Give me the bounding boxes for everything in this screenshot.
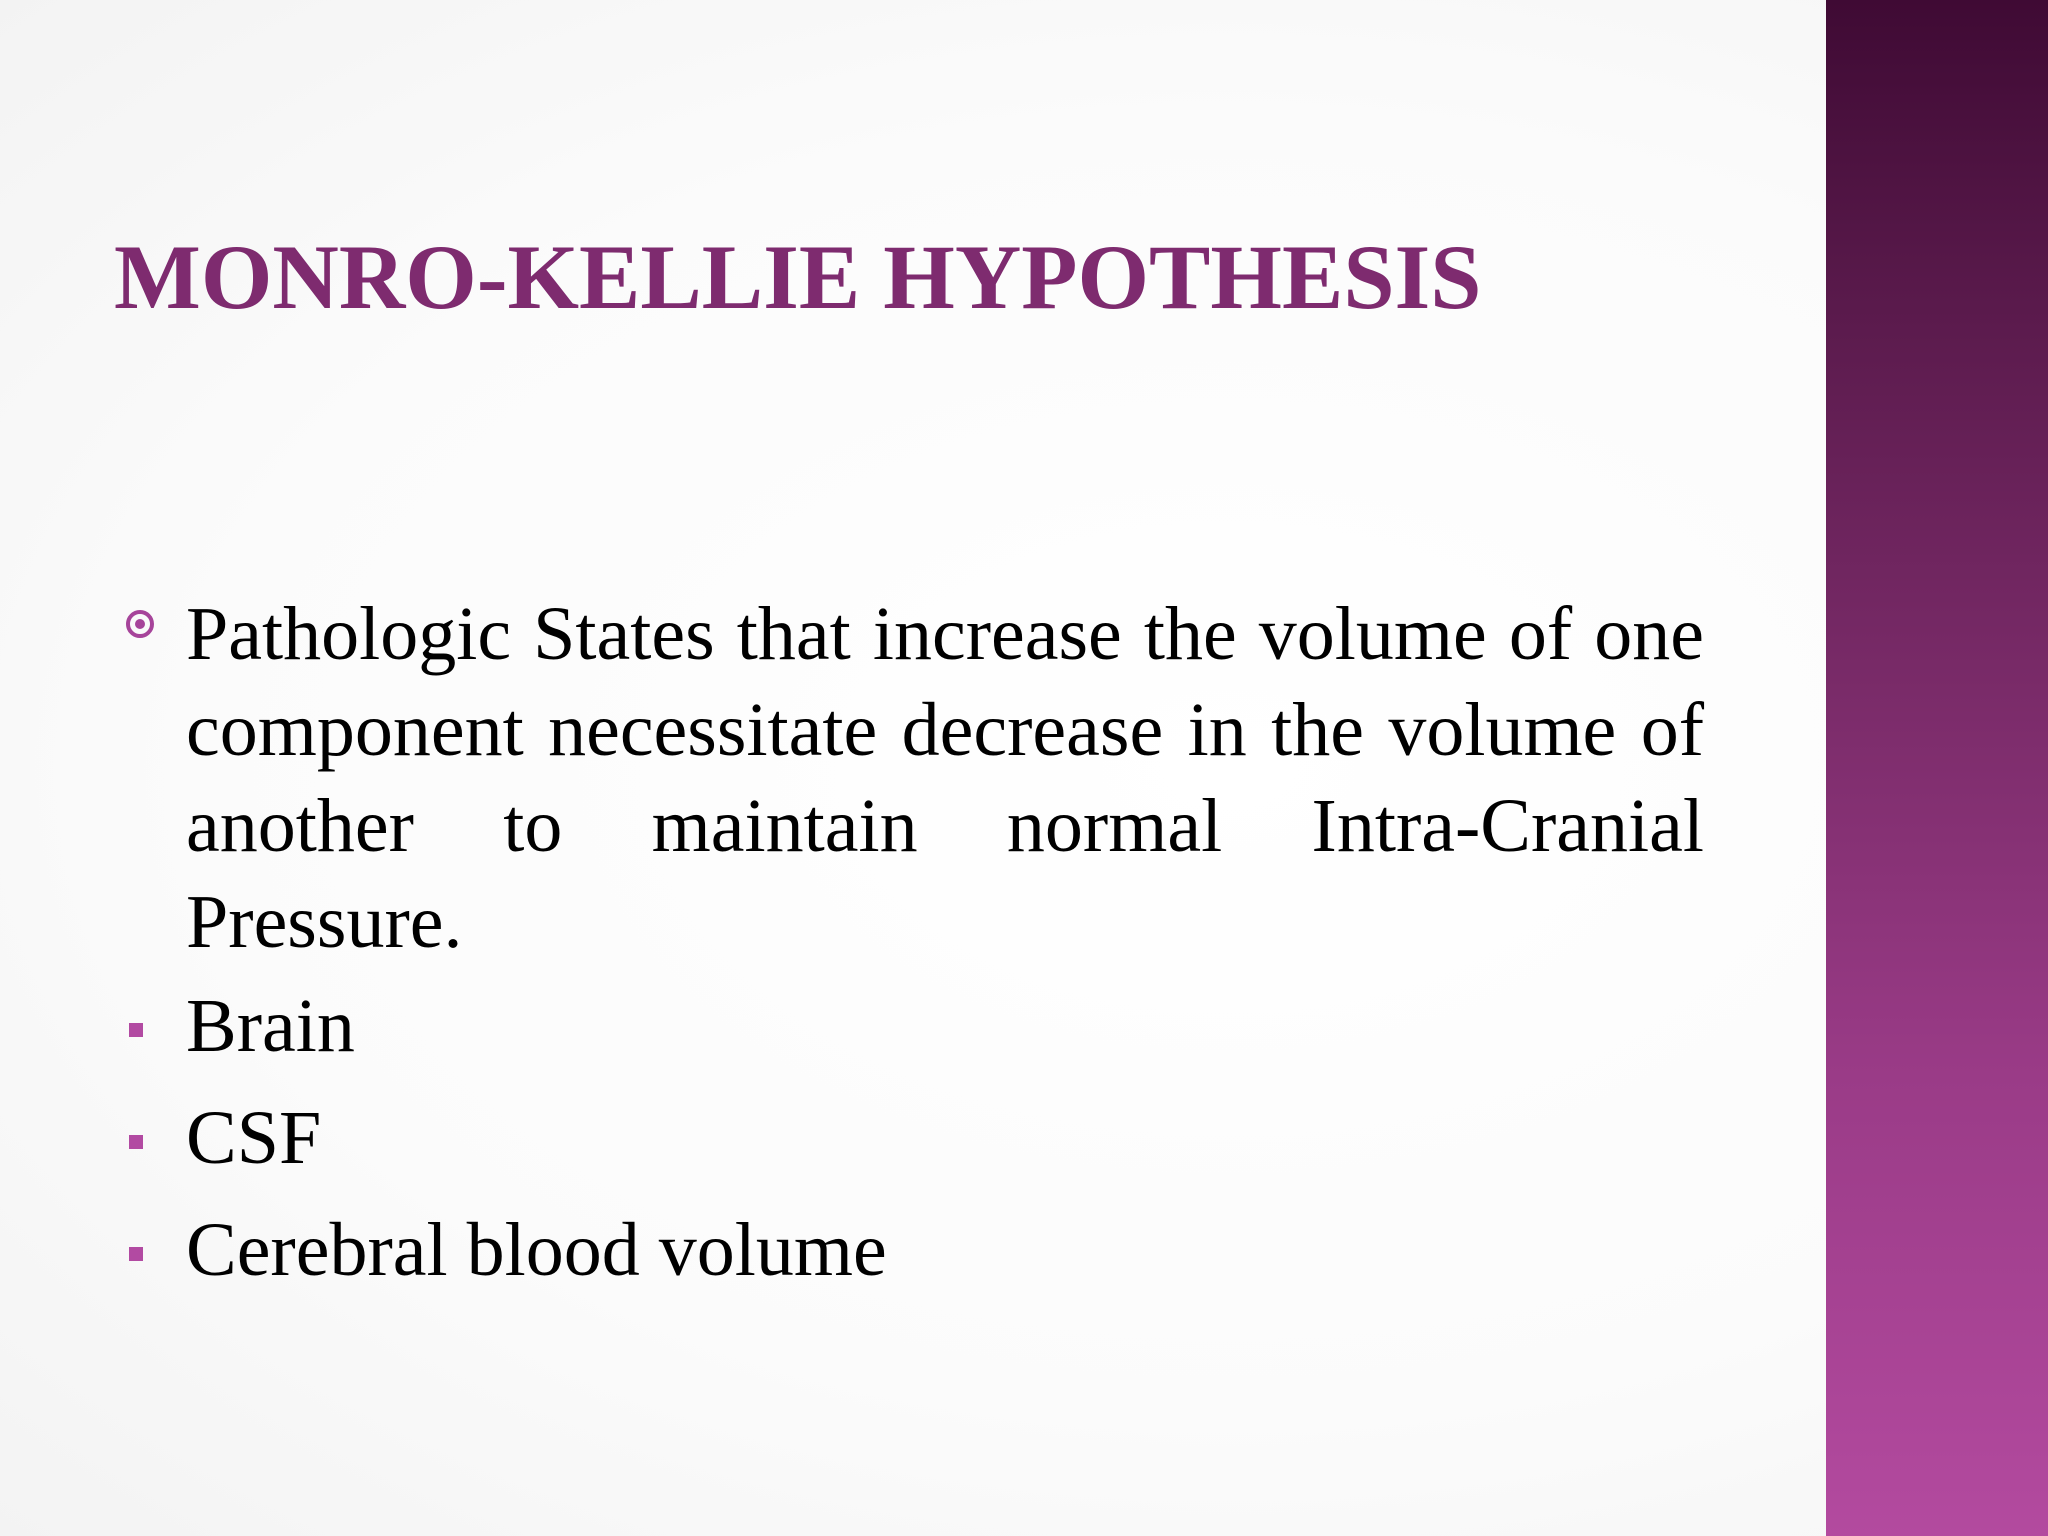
square-bullet-icon xyxy=(129,1023,143,1037)
sub-bullet-text: Brain xyxy=(186,984,355,1068)
square-bullet-icon xyxy=(129,1247,143,1261)
ring-bullet-icon xyxy=(126,610,154,638)
main-bullet-text: Pathologic States that increase the volume of one component necessitate decrease in the volume of another to maintain normal Intra-Cranial Pressure. xyxy=(186,592,1704,964)
square-bullet-icon xyxy=(129,1135,143,1149)
sub-bullet-text: CSF xyxy=(186,1096,322,1180)
slide-title: MONRO-KELLIE HYPOTHESIS xyxy=(114,226,1482,328)
decorative-side-band xyxy=(1826,0,2048,1536)
sub-bullet-text: Cerebral blood volume xyxy=(186,1208,887,1292)
